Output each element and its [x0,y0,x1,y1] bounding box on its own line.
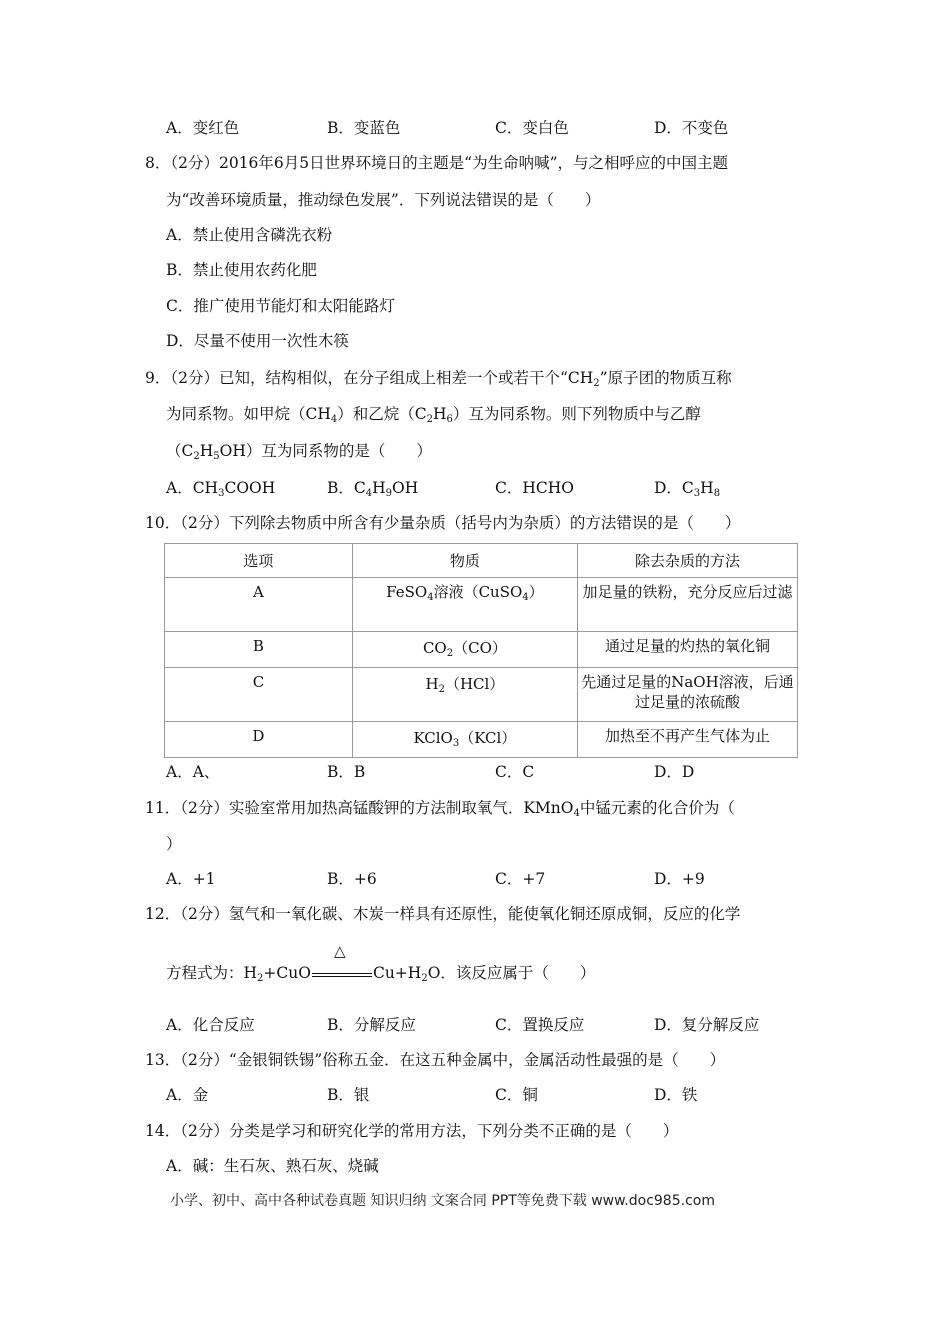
q9-option-d-text: D．C [654,479,694,497]
subscript: 4 [427,592,434,603]
table-cell-option: B [165,632,353,668]
substance-text: （KCl） [459,729,517,747]
q9-option-b-text3: OH [392,479,419,497]
subscript: 4 [573,808,580,819]
q9-stem-line2 [166,403,701,425]
subscript: 3 [693,488,701,499]
q13-option-c: C．铜 [495,1086,538,1104]
table-cell-substance [352,722,577,758]
table-cell-substance [352,632,577,668]
subscript: 9 [385,488,393,499]
substance-text: （CO） [453,639,507,657]
q13-option-b: B．银 [327,1086,370,1104]
q9-line3-text-b: H [199,442,214,460]
q12-option-a: A．化合反应 [166,1016,255,1034]
subscript: 2 [426,414,434,425]
table-header-cell: 选项 [165,544,353,578]
q11-line1-text-a: 11．（2分）实验室常用加热高锰酸钾的方法制取氧气．KMnO [145,799,574,817]
table-header-cell: 物质 [352,544,577,578]
subscript: 2 [593,378,600,389]
q10-stem: 10．（2分）下列除去物质中所含有少量杂质（括号内为杂质）的方法错误的是（ ） [145,514,741,532]
q13-option-d: D．铁 [654,1086,698,1104]
subscript: 8 [713,488,721,499]
q7-option-d: D．不变色 [654,119,729,137]
q14-option-a: A．碱：生石灰、熟石灰、烧碱 [166,1157,379,1175]
subscript: 3 [218,488,225,499]
q12-line2-text-a: 方程式为：H [166,964,258,982]
q9-line1-text-a: 9．（2分）已知，结构相似，在分子组成上相差一个或若干个“CH [145,369,594,387]
table-row [165,722,798,758]
subscript: 2 [257,973,264,984]
equation-bar [312,973,372,974]
q9-option-b [327,477,418,499]
reaction-arrow [312,942,372,984]
q9-option-a [166,477,275,499]
page-footer: 小学、初中、高中各种试卷真题 知识归纳 文案合同 PPT等免费下载 www.doc985.com [170,1193,715,1209]
table-cell-method: 先通过足量的NaOH溶液，后通过足量的浓硫酸 [577,668,797,722]
q9-option-c: C．HCHO [495,479,574,497]
q9-line2-text-b: ）和乙烷（C [337,405,427,423]
q10-option-c: C．C [495,763,535,781]
q9-option-a-text: A．CH [166,479,219,497]
q12-option-c: C．置换反应 [495,1016,585,1034]
substance-text: （HCl） [444,675,505,693]
q8-option-d: D．尽量不使用一次性木筷 [166,332,349,350]
q9-line2-text-a: 为同系物。如甲烷（CH [166,405,331,423]
q12-option-b: B．分解反应 [327,1016,416,1034]
q10-option-a: A．A、 [166,763,220,781]
table-cell-substance [352,668,577,722]
q11-option-a: A．+1 [166,870,216,888]
q8-stem-line1: 8．（2分）2016年6月5日世界环境日的主题是“为生命呐喊”，与之相呼应的中国主题 [145,154,728,172]
q8-option-a: A．禁止使用含磷洗衣粉 [166,226,333,244]
table-row [165,578,798,632]
q13-stem: 13．（2分）“金银铜铁锡”俗称五金．在这五种金属中，金属活动性最强的是（ ） [145,1051,726,1069]
table-row [165,632,798,668]
q7-option-b: B．变蓝色 [327,119,401,137]
equation-bar [312,976,372,977]
q13-option-a: A．金 [166,1086,209,1104]
table-cell-method: 加热至不再产生气体为止 [577,722,797,758]
q7-option-a: A．变红色 [166,119,240,137]
table-header-row [165,544,798,578]
subscript: 6 [446,414,453,425]
q9-option-d [654,477,720,499]
q11-option-b: B．+6 [327,870,377,888]
substance-text: CO [422,639,447,657]
substance-text: FeSO [386,583,428,601]
q11-option-c: C．+7 [495,870,546,888]
table-cell-substance [352,578,577,632]
q12-line2-text-c: Cu+H [372,964,422,982]
q9-option-b-text: B．C [327,479,366,497]
table-cell-method: 通过足量的灼热的氧化铜 [577,632,797,668]
subscript: 2 [193,451,200,462]
q8-option-b: B．禁止使用农药化肥 [166,261,317,279]
q12-stem-line1: 12．（2分）氢气和一氧化碳、木炭一样具有还原性，能使氧化铜还原成铜，反应的化学 [145,905,741,923]
subscript: 2 [446,648,454,659]
substance-text: H [425,675,439,693]
subscript: 3 [452,738,460,749]
table-cell-method: 加足量的铁粉，充分反应后过滤 [577,578,797,632]
table-cell-option: D [165,722,353,758]
substance-text: ） [528,583,544,601]
table-row [165,668,798,722]
subscript: 4 [522,592,529,603]
q9-option-b-text2: H [372,479,386,497]
q12-option-d: D．复分解反应 [654,1016,760,1034]
q9-line1-text-b: ”原子团的物质互称 [599,369,732,387]
q9-line2-text-d: ）互为同系物。则下列物质中与乙醇 [452,405,701,423]
q9-line3-text-c: OH）互为同系物的是（ ） [219,442,432,460]
table-header-cell: 除去杂质的方法 [577,544,797,578]
q9-option-a-text2: COOH [224,479,276,497]
q12-line2-text-d: O．该反应属于（ ） [427,964,596,982]
q9-stem-line1 [145,367,732,389]
q9-line2-text-c: H [433,405,447,423]
q11-stem-line1 [145,797,735,819]
table-cell-option: A [165,578,353,632]
q11-stem-line2: ） [166,835,182,853]
q11-option-d: D．+9 [654,870,705,888]
q8-option-c: C．推广使用节能灯和太阳能路灯 [166,297,395,315]
q12-line2-text-b: +CuO [263,964,311,982]
q11-line1-text-b: 中锰元素的化合价为（ [579,799,735,817]
q9-line3-text-a: （C [166,442,194,460]
heat-delta-icon: △ [333,942,346,960]
subscript: 4 [365,488,373,499]
q10-option-b: B．B [327,763,366,781]
table-cell-option: C [165,668,353,722]
substance-text: KClO [413,729,453,747]
q8-stem-line2: 为“改善环境质量，推动绿色发展”．下列说法错误的是（ ） [166,191,601,209]
q10-option-d: D．D [654,763,695,781]
q14-stem: 14．（2分）分类是学习和研究化学的常用方法，下列分类不正确的是（ ） [145,1122,679,1140]
q9-stem-line3 [166,440,432,462]
q10-table [164,543,798,758]
q12-stem-line2 [166,942,596,984]
subscript: 5 [213,451,220,462]
subscript: 2 [438,684,445,695]
subscript: 2 [421,973,428,984]
substance-text: 溶液（CuSO [433,583,523,601]
q9-option-d-text2: H [700,479,714,497]
subscript: 4 [330,414,338,425]
q7-option-c: C．变白色 [495,119,569,137]
